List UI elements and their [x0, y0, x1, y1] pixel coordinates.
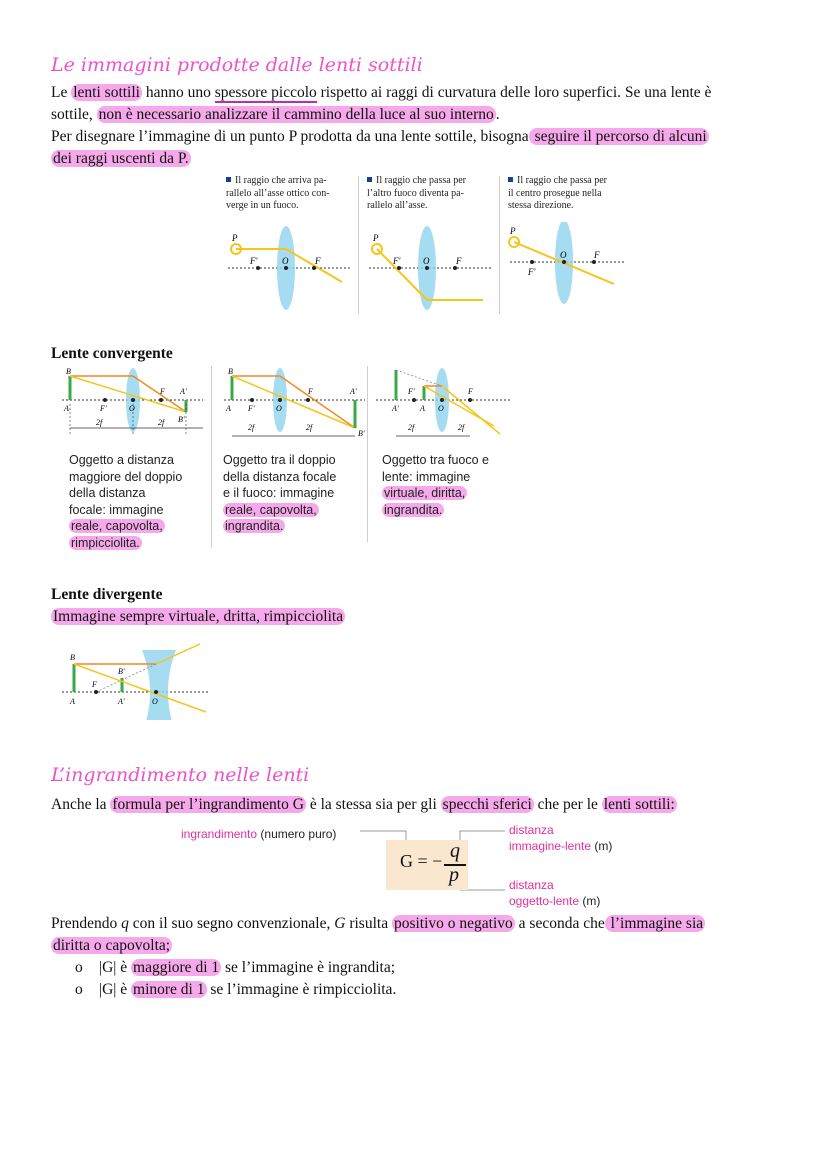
text: sottile, — [51, 106, 97, 123]
label-f-prime: F' — [250, 256, 258, 266]
label-b-prime: B' — [358, 429, 365, 438]
caption-line: Il raggio che passa per — [517, 175, 607, 186]
text: |G| è — [99, 981, 132, 998]
divider — [499, 176, 500, 314]
label-f: F — [468, 387, 473, 396]
divergent-lens-diagram — [60, 642, 220, 720]
highlight: lenti sottili — [73, 84, 140, 101]
text: Per disegnare l’immagine di un punto P prodotta da una lente sottile, bisogna — [51, 128, 529, 145]
label-o: O — [276, 404, 282, 413]
label-f-prime: F' — [248, 404, 255, 413]
label-b: B — [70, 653, 75, 662]
highlight: reale, capovolta, — [71, 519, 163, 533]
highlight: l’immagine sia — [606, 915, 704, 932]
caption-line: Oggetto tra fuoco e — [382, 453, 490, 467]
formula-label-q — [509, 822, 612, 854]
text: . — [495, 106, 500, 123]
highlight: virtuale, diritta, — [384, 486, 466, 500]
label-2f: 2f — [458, 423, 465, 432]
highlight: lenti sottili: — [603, 796, 675, 813]
square-bullet-icon — [226, 177, 231, 182]
label-o: O — [152, 697, 158, 706]
label-f: F — [594, 250, 600, 260]
label-dark: (m) — [579, 894, 601, 908]
divider — [211, 366, 212, 548]
heading-lente-convergente: Lente convergente — [51, 345, 173, 362]
label-b: B — [66, 367, 71, 376]
highlight: formula per l’ingrandimento G — [112, 796, 304, 813]
convergent-case-diagram-1 — [60, 366, 205, 446]
ray-diagram-center — [506, 222, 636, 312]
label-a-prime: A' — [350, 387, 357, 396]
caption-line: stessa direzione. — [508, 200, 574, 211]
text: con il suo segno convenzionale, — [128, 915, 335, 932]
label-dark: (m) — [591, 839, 613, 853]
caption-line: focale: immagine — [69, 502, 164, 517]
square-bullet-icon — [367, 177, 372, 182]
label-2f: 2f — [158, 418, 165, 427]
formula-numerator: q — [450, 840, 460, 862]
case-caption-2 — [223, 452, 363, 535]
label-a: A — [226, 404, 231, 413]
caption-line: Oggetto tra il doppio — [223, 453, 336, 467]
text: se l’immagine è ingrandita; — [221, 959, 396, 976]
caption-line: Il raggio che arriva pa- — [235, 175, 327, 186]
text: |G| è — [99, 959, 132, 976]
circle-bullet-icon: o — [75, 981, 83, 998]
label-a: A — [420, 404, 425, 413]
highlight: Immagine sempre virtuale, dritta, rimpicciolita — [53, 608, 344, 625]
text: Prendendo — [51, 915, 122, 932]
divider — [367, 366, 368, 542]
label-o: O — [438, 404, 444, 413]
ray-diagram-parallel — [224, 222, 354, 312]
text: Anche la — [51, 796, 111, 813]
formula-label-p — [509, 877, 600, 909]
highlight: positivo o negativo — [393, 915, 513, 932]
caption-line: l’altro fuoco diventa pa- — [367, 187, 464, 199]
text: rispetto ai raggi di curvatura delle loro superfici. Se una lente è — [316, 84, 712, 101]
ray-caption-1 — [226, 175, 354, 213]
divider — [358, 176, 359, 314]
intro-paragraph — [51, 82, 771, 170]
text-q: q — [121, 915, 129, 932]
text: se l’immagine è rimpicciolita. — [206, 981, 397, 998]
label-p: P — [373, 233, 379, 243]
formula-label-g — [181, 825, 336, 843]
label-2f: 2f — [96, 418, 103, 427]
heading-lente-divergente: Lente divergente — [51, 586, 163, 603]
ray-caption-2 — [367, 175, 495, 213]
label-b-prime: B' — [178, 415, 185, 424]
text: hanno uno — [141, 84, 215, 101]
formula-lhs: G = − — [400, 851, 443, 871]
label-pink: oggetto-lente — [509, 894, 580, 908]
label-b: B — [228, 367, 233, 376]
highlight: dei raggi uscenti da P. — [53, 150, 189, 167]
highlight: seguire il percorso di alcuni — [530, 128, 707, 145]
convergent-case-diagram-2 — [222, 366, 367, 446]
caption-line: della distanza focale — [223, 469, 337, 484]
caption-line: e il fuoco: immagine — [223, 486, 335, 500]
highlight: non è necessario analizzare il cammino della luce al suo interno — [98, 106, 494, 123]
case-caption-1 — [69, 452, 209, 551]
caption-line: rallelo all’asse. — [367, 200, 428, 211]
caption-line: il centro prosegue nella — [508, 187, 602, 199]
label-a-prime: A' — [180, 387, 187, 396]
text-g: G — [334, 915, 346, 932]
label-2f: 2f — [248, 423, 255, 432]
highlight: rimpicciolita. — [71, 535, 140, 550]
label-f: F — [160, 387, 165, 396]
caption-line: Oggetto a distanza — [69, 453, 174, 467]
label-f-prime: F' — [393, 256, 401, 266]
label-f: F — [92, 680, 97, 689]
text: è la stessa sia per gli — [305, 796, 441, 813]
square-bullet-icon — [508, 177, 513, 182]
label-f-prime: F' — [408, 387, 415, 396]
sign-paragraph — [51, 913, 771, 957]
label-o: O — [129, 404, 135, 413]
label-a: A — [70, 697, 75, 706]
label-f-prime: F' — [528, 267, 536, 277]
label-a-prime: A' — [392, 404, 399, 413]
divergente-subtitle — [51, 606, 345, 628]
formula-box — [386, 840, 468, 890]
label-pink: ingrandimento — [181, 827, 258, 841]
list-item — [51, 957, 771, 979]
text: a seconda che — [514, 915, 605, 932]
highlight: specchi sferici — [442, 796, 532, 813]
highlight: minore di 1 — [133, 981, 205, 998]
label-f: F — [456, 256, 462, 266]
label-2f: 2f — [306, 423, 313, 432]
label-f: F — [308, 387, 313, 396]
underlined-text: spessore piccolo — [214, 84, 317, 101]
label-2f: 2f — [408, 423, 415, 432]
section-title-ingrandimento: L’ingrandimento nelle lenti — [51, 764, 310, 786]
label-p: P — [232, 233, 238, 243]
label-a-prime: A' — [118, 697, 125, 706]
magnification-list — [51, 957, 771, 1001]
highlight: ingrandita. — [225, 519, 284, 533]
highlight: maggiore di 1 — [133, 959, 220, 976]
label-dark: (numero puro) — [257, 827, 337, 841]
caption-line: maggiore del doppio — [69, 469, 183, 484]
highlight: reale, capovolta, — [225, 502, 317, 517]
caption-line: lente: immagine — [382, 469, 471, 484]
label-p: P — [510, 226, 516, 236]
ray-caption-3 — [508, 175, 636, 213]
text: che per le — [533, 796, 602, 813]
text: Le — [51, 84, 72, 101]
highlight: diritta o capovolta; — [53, 937, 171, 954]
highlight: ingrandita. — [384, 502, 443, 517]
section-title-lenti-sottili: Le immagini prodotte dalle lenti sottili — [51, 54, 423, 76]
label-pink: distanza — [509, 823, 554, 837]
label-o: O — [423, 256, 430, 266]
label-o: O — [282, 256, 289, 266]
list-item — [51, 979, 771, 1001]
label-pink: distanza — [509, 878, 554, 892]
label-o: O — [560, 250, 567, 260]
label-f-prime: F' — [100, 404, 107, 413]
label-f: F — [315, 256, 321, 266]
label-b-prime: B' — [118, 667, 125, 676]
text: risulta — [345, 915, 392, 932]
caption-line: Il raggio che passa per — [376, 175, 466, 186]
case-caption-3 — [382, 452, 522, 518]
lens-divergent — [142, 650, 176, 720]
ray-diagram-focus — [365, 222, 495, 312]
label-pink: immagine-lente — [509, 839, 592, 853]
formula-denominator: p — [449, 864, 459, 886]
convergent-case-diagram-3 — [374, 366, 512, 446]
caption-line: verge in un fuoco. — [226, 200, 299, 211]
label-a: A — [64, 404, 69, 413]
caption-line: della distanza — [69, 486, 146, 500]
circle-bullet-icon: o — [75, 959, 83, 976]
caption-line: rallelo all’asse ottico con- — [226, 187, 330, 199]
ingrandimento-paragraph — [51, 794, 677, 816]
